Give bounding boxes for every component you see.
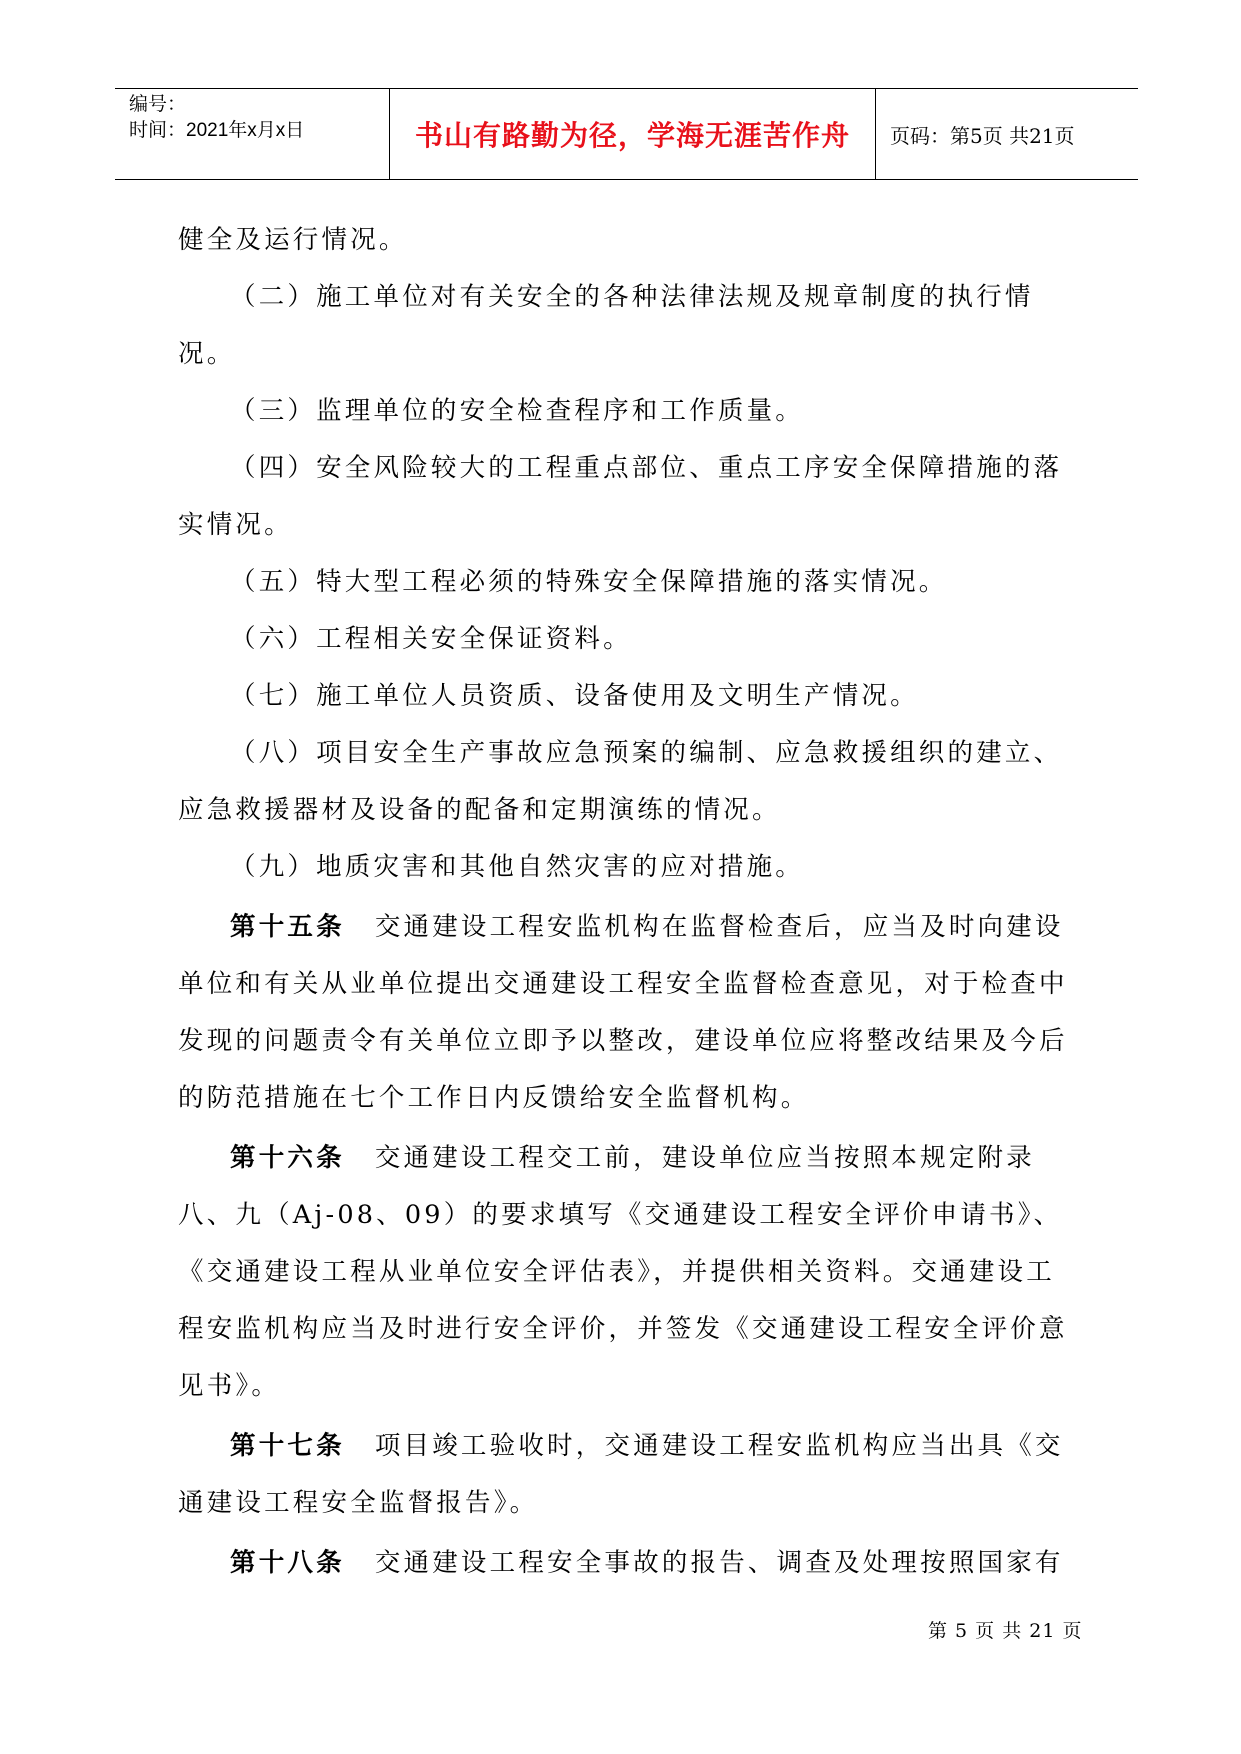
list-item-8: （八）项目安全生产事故应急预案的编制、应急救援组织的建立、应急救援器材及设备的配备和定期演练的情况。 bbox=[178, 738, 1063, 825]
article-15-title: 第十五条 bbox=[230, 912, 345, 942]
article-18 bbox=[178, 1535, 1078, 1592]
article-16 bbox=[178, 1130, 1078, 1415]
article-15-text: 交通建设工程安监机构在监督检查后，应当及时向建设单位和有关从业单位提出交通建设工程安全监督检查意见，对于检查中发现的问题责令有关单位立即予以整改，建设单位应将整改结果及今后的防范措施在七个工作日内反馈给安全监督机构。 bbox=[178, 912, 1068, 1113]
article-18-text: 交通建设工程安全事故的报告、调查及处理按照国家有 bbox=[374, 1548, 1064, 1578]
article-16-title: 第十六条 bbox=[230, 1143, 345, 1173]
page-footer: 第 5 页 共 21 页 bbox=[928, 1620, 1083, 1642]
article-16-text: 交通建设工程交工前，建设单位应当按照本规定附录八、九（Aj-08、09）的要求填写《交通建设工程安全评价申请书》、《交通建设工程从业单位安全评估表》，并提供相关资料。交通建设工程安监机构应当及时进行安全评价，并签发《交通建设工程安全评价意见书》。 bbox=[178, 1143, 1068, 1401]
article-15 bbox=[178, 899, 1078, 1127]
document-number-label: 编号： bbox=[129, 94, 187, 115]
list-item-2: （二）施工单位对有关安全的各种法律法规及规章制度的执行情况。 bbox=[178, 282, 1034, 369]
article-17 bbox=[178, 1418, 1078, 1532]
list-item-6: （六）工程相关安全保证资料。 bbox=[230, 624, 632, 654]
list-item-7: （七）施工单位人员资质、设备使用及文明生产情况。 bbox=[230, 681, 919, 711]
paragraph-continuation: 健全及运行情况。 bbox=[178, 225, 408, 255]
header-meta bbox=[115, 89, 389, 179]
list-item-3: （三）监理单位的安全检查程序和工作质量。 bbox=[230, 396, 805, 426]
page-header bbox=[115, 88, 1138, 180]
document-time-label: 时间：2021年x月x日 bbox=[129, 120, 305, 141]
header-page-label: 页码：第5页 共21页 bbox=[890, 123, 1075, 148]
list-item-9: （九）地质灾害和其他自然灾害的应对措施。 bbox=[230, 852, 805, 882]
document-body bbox=[178, 212, 1078, 1592]
list-item-4: （四）安全风险较大的工程重点部位、重点工序安全保障措施的落实情况。 bbox=[178, 453, 1063, 540]
list-item-5: （五）特大型工程必须的特殊安全保障措施的落实情况。 bbox=[230, 567, 948, 597]
article-17-text: 项目竣工验收时，交通建设工程安监机构应当出具《交通建设工程安全监督报告》。 bbox=[178, 1431, 1064, 1518]
article-18-title: 第十八条 bbox=[230, 1548, 345, 1578]
header-motto: 书山有路勤为径，学海无涯苦作舟 bbox=[389, 89, 876, 179]
article-17-title: 第十七条 bbox=[230, 1431, 345, 1461]
